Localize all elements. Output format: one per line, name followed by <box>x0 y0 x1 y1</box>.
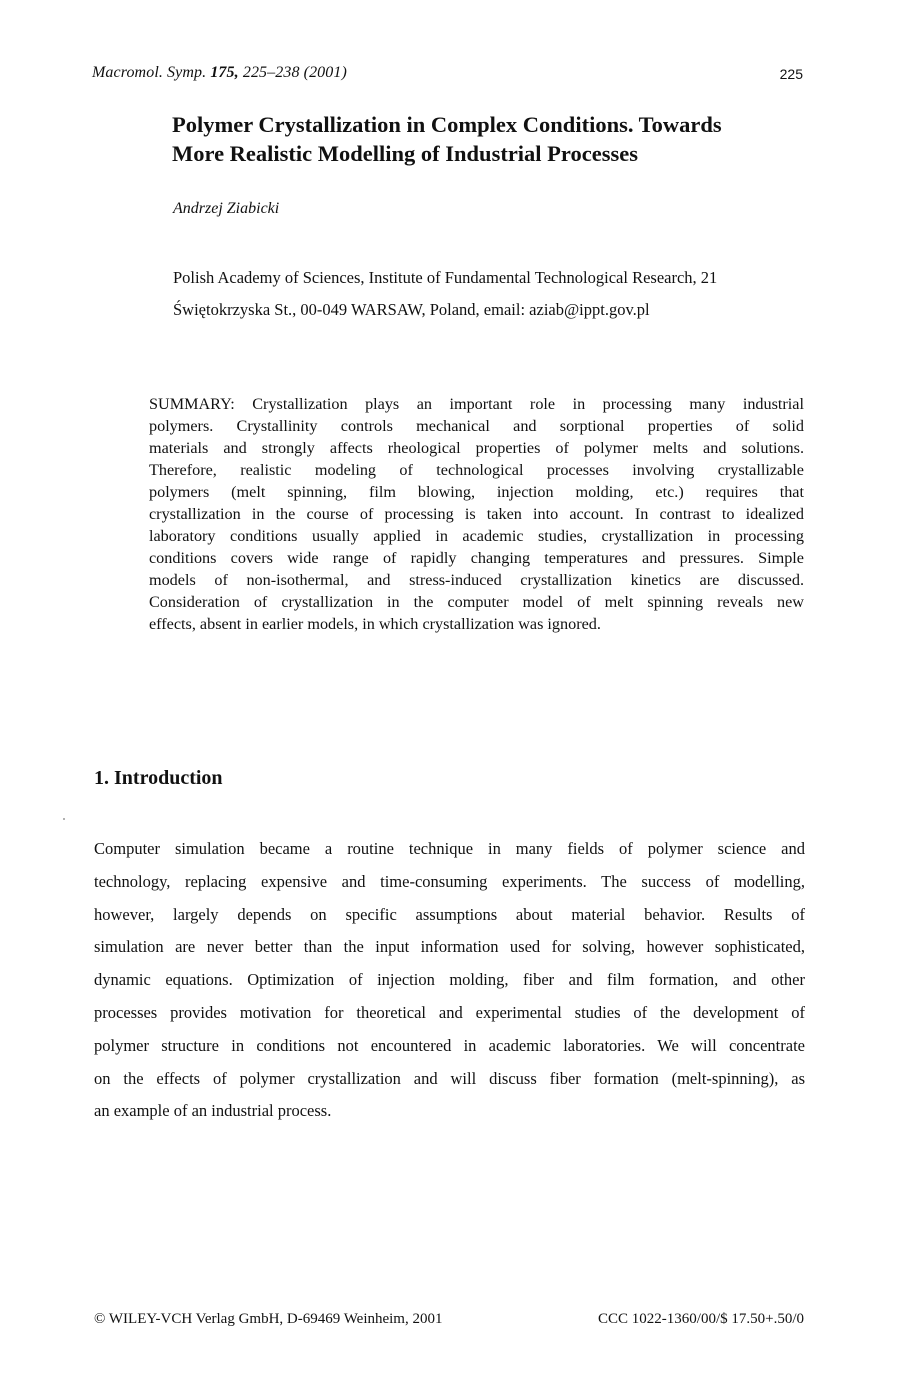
body-line: on the effects of polymer crystallization and will discuss fiber formation (melt-spinning), as <box>94 1068 805 1088</box>
journal-reference <box>92 64 347 82</box>
abstract-line: crystallization in the course of processing is taken into account. In contrast to idealized <box>149 505 804 523</box>
body-line: however, largely depends on specific assumptions about material behavior. Results of <box>94 904 805 924</box>
body-line: processes provides motivation for theoretical and experimental studies of the development of <box>94 1002 805 1022</box>
journal-name: Macromol. Symp. <box>92 64 207 81</box>
journal-pages-year: 225–238 (2001) <box>242 64 347 81</box>
abstract-line: materials and strongly affects rheological properties of polymer melts and solutions. <box>149 439 804 457</box>
footer-ccc-code: CCC 1022-1360/00/$ 17.50+.50/0 <box>598 1311 804 1327</box>
paper-title-line-1: Polymer Crystallization in Complex Conditions. Towards <box>172 112 722 137</box>
affiliation-line-2: Świętokrzyska St., 00-049 WARSAW, Poland, email: aziab@ippt.gov.pl <box>173 300 650 319</box>
scan-speck <box>63 818 65 820</box>
section-heading: 1. Introduction <box>94 767 223 789</box>
body-line: dynamic equations. Optimization of injection molding, fiber and film formation, and other <box>94 970 805 990</box>
abstract-line: polymers (melt spinning, film blowing, injection molding, etc.) requires that <box>149 483 804 501</box>
footer-copyright: © WILEY-VCH Verlag GmbH, D-69469 Weinheim, 2001 <box>94 1311 443 1327</box>
abstract-summary <box>149 393 804 635</box>
body-line: Computer simulation became a routine technique in many fields of polymer science and <box>94 839 805 858</box>
paper-title <box>172 110 822 168</box>
body-line: technology, replacing expensive and time-consuming experiments. The success of modelling, <box>94 871 805 891</box>
paper-title-line-2: More Realistic Modelling of Industrial Processes <box>172 141 638 166</box>
abstract-line: effects, absent in earlier models, in which crystallization was ignored. <box>149 615 601 633</box>
abstract-line: Therefore, realistic modeling of technological processes involving crystallizable <box>149 461 804 479</box>
author-name: Andrzej Ziabicki <box>173 200 280 217</box>
body-line: simulation are never better than the input information used for solving, however sophisticated, <box>94 937 805 957</box>
abstract-line: Consideration of crystallization in the computer model of melt spinning reveals new <box>149 593 804 611</box>
author-affiliation <box>173 262 813 326</box>
body-line: polymer structure in conditions not encountered in academic laboratories. We will concentrate <box>94 1035 805 1055</box>
abstract-line: conditions covers wide range of rapidly changing temperatures and pressures. Simple <box>149 549 804 567</box>
affiliation-line-1: Polish Academy of Sciences, Institute of Fundamental Technological Research, 21 <box>173 268 718 287</box>
body-line: an example of an industrial process. <box>94 1101 332 1121</box>
page-number: 225 <box>779 66 803 82</box>
journal-volume: 175, <box>210 64 239 81</box>
introduction-body <box>94 833 805 1128</box>
abstract-line: polymers. Crystallinity controls mechanical and sorptional properties of solid <box>149 417 804 435</box>
abstract-line: laboratory conditions usually applied in academic studies, crystallization in processing <box>149 527 804 545</box>
abstract-line: models of non-isothermal, and stress-induced crystallization kinetics are discussed. <box>149 571 804 589</box>
abstract-line: SUMMARY: Crystallization plays an important role in processing many industrial <box>149 395 804 413</box>
